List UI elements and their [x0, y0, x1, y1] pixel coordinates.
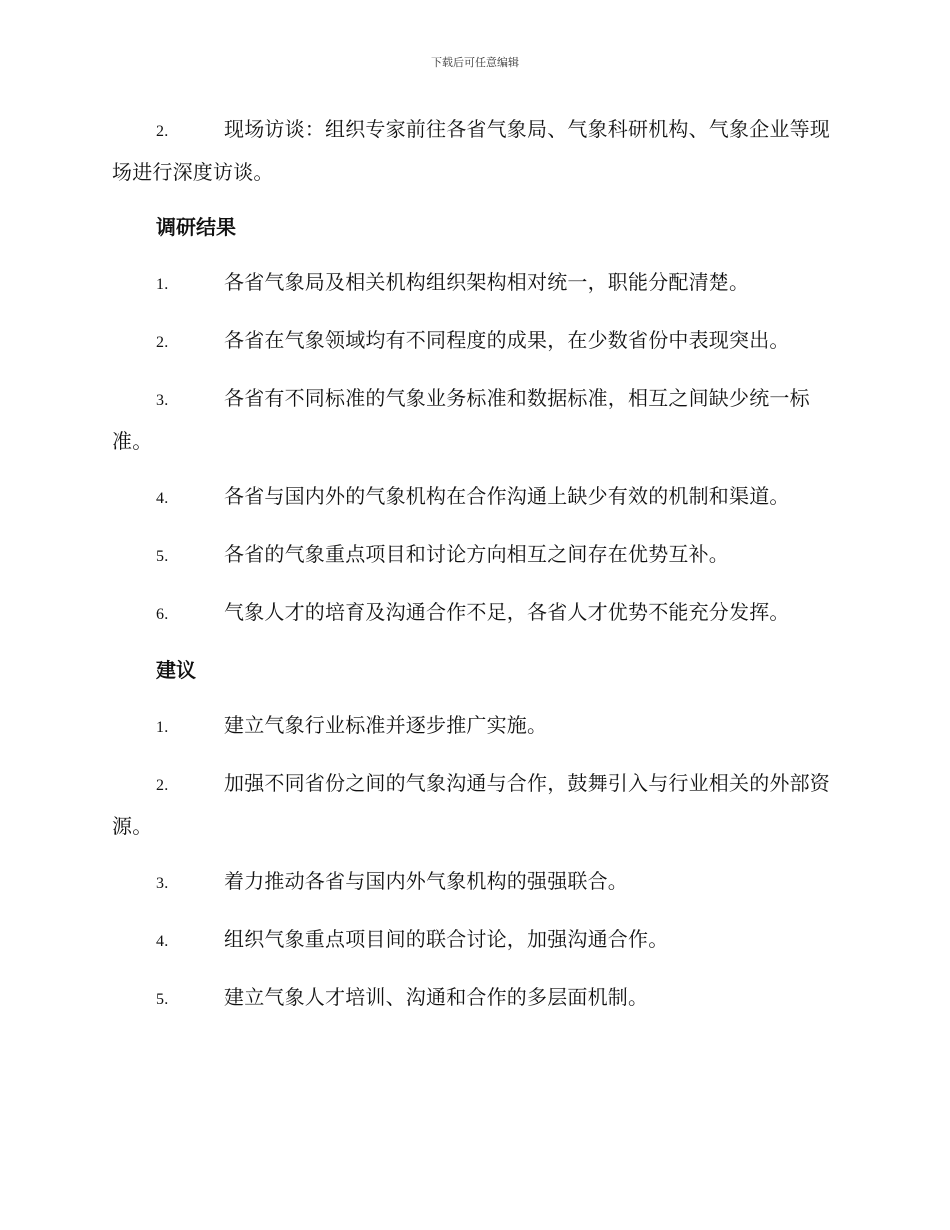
list-text: 各省气象局及相关机构组织架构相对统一，职能分配清楚。: [224, 270, 750, 294]
section-heading-results: 调研结果: [156, 215, 236, 239]
list-text: 现场访谈：组织专家前往各省气象局、气象科研机构、气象企业等现场进行深度访谈。: [112, 117, 830, 184]
list-text: 着力推动各省与国内外气象机构的强强联合。: [224, 869, 628, 893]
list-number: 3.: [156, 392, 169, 409]
list-text: 组织气象重点项目间的联合讨论，加强沟通合作。: [224, 927, 669, 951]
list-text: 气象人才的培育及沟通合作不足，各省人才优势不能充分发挥。: [224, 600, 790, 624]
section-heading-suggestions: 建议: [156, 658, 196, 682]
list-number: 1.: [156, 719, 169, 736]
suggestions-item-3: [112, 861, 834, 904]
list-number: 6.: [156, 606, 169, 623]
list-number: 5.: [156, 548, 169, 565]
list-number: 1.: [156, 276, 169, 293]
list-text: 各省的气象重点项目和讨论方向相互之间存在优势互补。: [224, 542, 729, 566]
results-item-6: [112, 592, 834, 635]
list-number: 3.: [156, 875, 169, 892]
document-body: [112, 109, 834, 1035]
list-text: 建立气象行业标准并逐步推广实施。: [224, 713, 548, 737]
list-text: 各省有不同标准的气象业务标准和数据标准，相互之间缺少统一标准。: [112, 386, 810, 453]
results-item-2: [112, 320, 834, 363]
list-number: 5.: [156, 991, 169, 1008]
list-number: 2.: [156, 334, 169, 351]
list-text: 各省在气象领域均有不同程度的成果，在少数省份中表现突出。: [224, 328, 790, 352]
list-item-interview: [112, 109, 834, 192]
page-header: 下载后可任意编辑: [431, 56, 519, 69]
results-item-3: [112, 378, 834, 461]
list-number: 4.: [156, 933, 169, 950]
list-number: 4.: [156, 490, 169, 507]
suggestions-item-5: [112, 977, 834, 1020]
results-item-4: [112, 476, 834, 519]
suggestions-item-4: [112, 919, 834, 962]
list-text: 建立气象人才培训、沟通和合作的多层面机制。: [224, 985, 649, 1009]
suggestions-item-1: [112, 705, 834, 748]
list-number: 2.: [156, 123, 169, 140]
list-text: 加强不同省份之间的气象沟通与合作，鼓舞引入与行业相关的外部资源。: [112, 771, 830, 838]
suggestions-item-2: [112, 763, 834, 846]
list-text: 各省与国内外的气象机构在合作沟通上缺少有效的机制和渠道。: [224, 484, 790, 508]
list-number: 2.: [156, 777, 169, 794]
results-item-1: [112, 262, 834, 305]
results-item-5: [112, 534, 834, 577]
